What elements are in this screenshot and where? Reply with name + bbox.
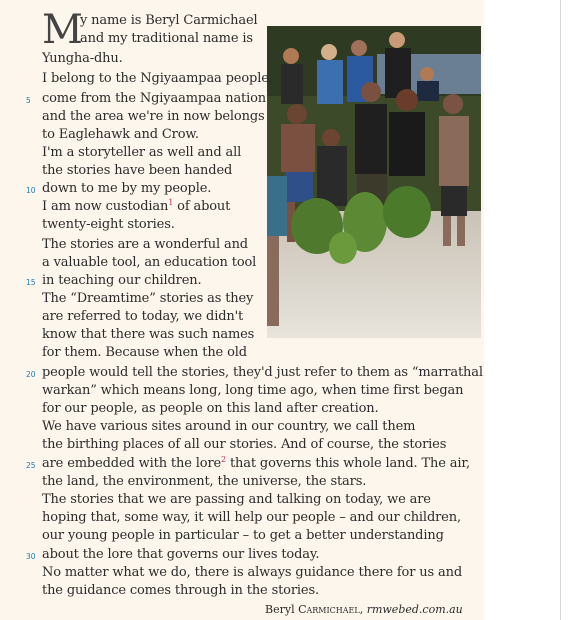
text-line: y name is Beryl Carmichael bbox=[80, 13, 258, 28]
text-line bbox=[42, 455, 470, 473]
text-line: the guidance comes through in the stories. bbox=[42, 583, 319, 598]
text-line: hoping that, some way, it will help our people – and our children, bbox=[42, 510, 461, 525]
text-fragment: are embedded with the lore bbox=[42, 456, 222, 471]
text-fragment: that governs this whole land. The air, bbox=[226, 456, 470, 471]
text-line bbox=[42, 198, 230, 216]
text-line: the birthing places of all our stories. And of course, the stories bbox=[42, 437, 447, 452]
text-fragment: I am now custodian bbox=[42, 199, 169, 214]
line-number: 10 bbox=[26, 186, 36, 195]
text-line: The “Dreamtime” stories as they bbox=[42, 291, 254, 306]
text-line: are referred to today, we didn't bbox=[42, 309, 244, 324]
attribution-separator: , bbox=[359, 603, 367, 616]
text-line: Yungha-dhu. bbox=[42, 51, 123, 66]
attribution bbox=[265, 603, 463, 616]
text-line: a valuable tool, an education tool bbox=[42, 255, 257, 270]
text-line: people would tell the stories, they'd just refer to them as “marrathal bbox=[42, 365, 483, 380]
text-line: know that there was such names bbox=[42, 327, 255, 342]
source-site: rmwebed.com.au bbox=[366, 603, 463, 616]
line-number: 20 bbox=[26, 370, 36, 379]
line-number: 30 bbox=[26, 552, 36, 561]
ceremony-photo bbox=[267, 26, 481, 338]
text-line: I belong to the Ngiyaampaa people, bbox=[42, 71, 273, 86]
text-line: and the area we're in now belongs bbox=[42, 109, 265, 124]
text-line: for our people, as people on this land after creation. bbox=[42, 401, 379, 416]
line-number: 15 bbox=[26, 278, 36, 287]
text-line: the land, the environment, the universe, the stars. bbox=[42, 474, 367, 489]
text-line: twenty-eight stories. bbox=[42, 217, 175, 232]
text-line: The stories are a wonderful and bbox=[42, 237, 248, 252]
text-line: warkan” which means long, long time ago, when time first began bbox=[42, 383, 464, 398]
line-number: 5 bbox=[26, 96, 31, 105]
text-line: the stories have been handed bbox=[42, 163, 233, 178]
author-first-name: Beryl bbox=[265, 603, 299, 616]
text-line: We have various sites around in our country, we call them bbox=[42, 419, 416, 434]
text-line: down to me by my people. bbox=[42, 181, 212, 196]
footnote-marker: 2 bbox=[221, 455, 226, 464]
text-line: for them. Because when the old bbox=[42, 345, 247, 360]
drop-cap: M bbox=[42, 7, 83, 53]
text-fragment: of about bbox=[173, 199, 231, 214]
footnote-marker: 1 bbox=[168, 198, 174, 207]
line-number: 25 bbox=[26, 461, 36, 470]
text-line: No matter what we do, there is always guidance there for us and bbox=[42, 565, 462, 580]
text-line: in teaching our children. bbox=[42, 273, 202, 288]
author-last-name: Carmichael bbox=[298, 603, 360, 616]
text-line: our young people in particular – to get a better understanding bbox=[42, 528, 444, 543]
text-line: about the lore that governs our lives today. bbox=[42, 547, 320, 562]
text-line: and my traditional name is bbox=[80, 31, 253, 46]
text-line: I'm a storyteller as well and all bbox=[42, 145, 242, 160]
page-edge-divider bbox=[560, 0, 561, 620]
text-line: to Eaglehawk and Crow. bbox=[42, 127, 199, 142]
text-line: come from the Ngiyaampaa nation bbox=[42, 91, 267, 106]
text-line: The stories that we are passing and talking on today, we are bbox=[42, 492, 431, 507]
